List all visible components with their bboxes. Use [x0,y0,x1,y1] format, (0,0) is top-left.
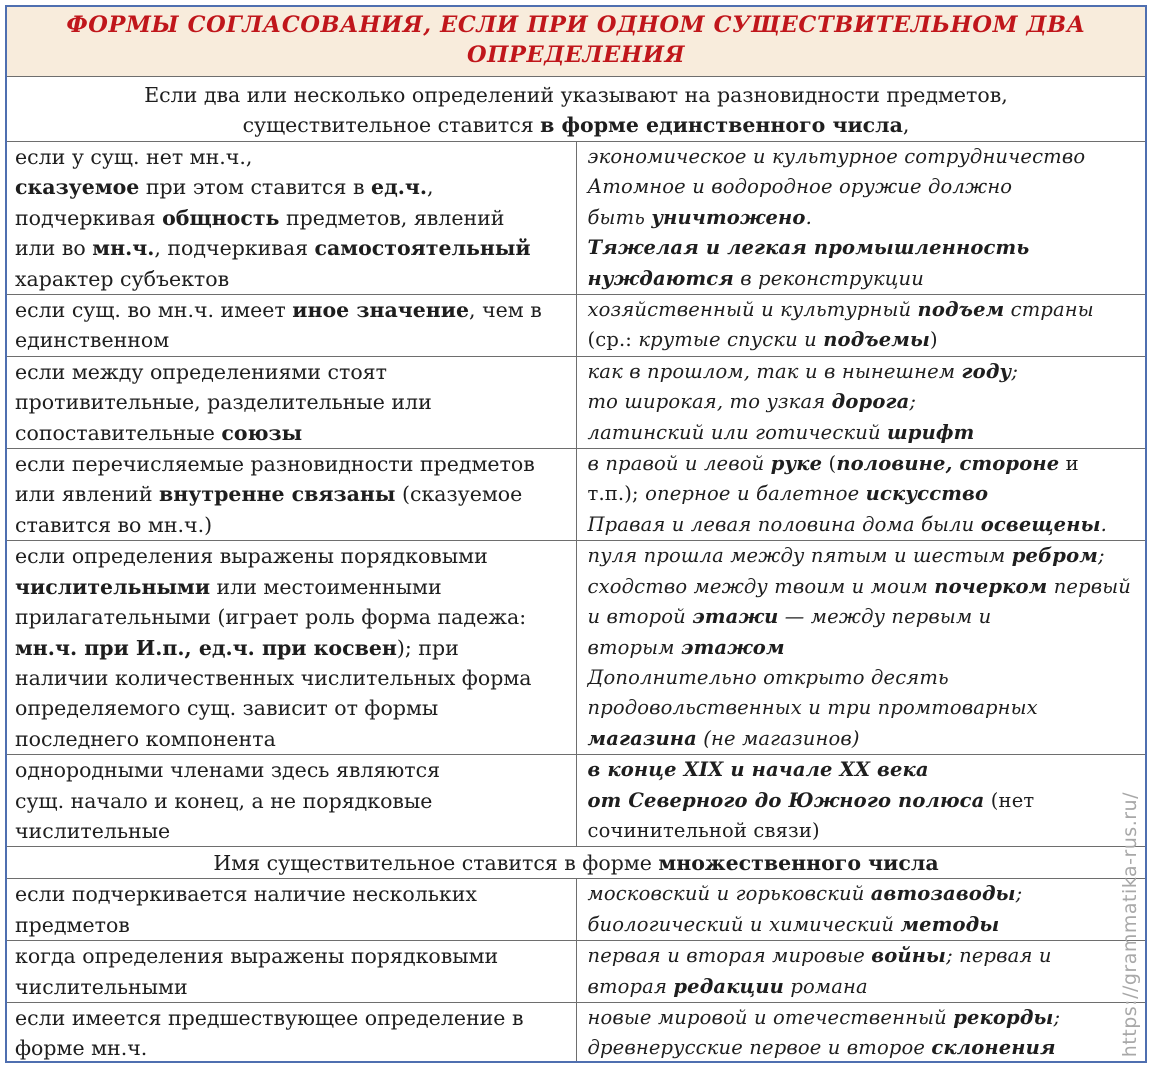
table-row [6,449,1147,541]
rule-cell: если сущ. во мн.ч. имеет иное значение, чем в единственном [6,295,577,357]
grammar-table-frame [5,5,1147,1063]
rule-cell: если определения выражены порядковыми числительными или местоименными прилагательными (играет роль форма падежа: мн.ч. при И.п., ед.ч. при косвен); при наличии количественных числительных форма определяемого сущ. зависит от формы последнего компонента [6,541,577,755]
table-row [6,356,1147,448]
plural-rule: Имя существительное ставится в форме множественного числа [6,847,1147,879]
example-cell: первая и вторая мировые войны; первая и вторая редакции романа [576,941,1147,1003]
table-row [6,755,1147,847]
table-title: ФОРМЫ СОГЛАСОВАНИЯ, ЕСЛИ ПРИ ОДНОМ СУЩЕСТВИТЕЛЬНОМ ДВА ОПРЕДЕЛЕНИЯ [6,6,1147,77]
example-cell: московский и горьковский автозаводы; биологический и химический методы [576,879,1147,941]
rule-cell: однородными членами здесь являются сущ. начало и конец, а не порядковые числительные [6,755,577,847]
rule-cell: если у сущ. нет мн.ч., сказуемое при этом ставится в ед.ч., подчеркивая общность предметов, явлений или во мн.ч., подчеркивая самостоятельный характер субъектов [6,142,577,295]
table-row [6,142,1147,295]
example-cell: пуля прошла между пятым и шестым ребром; сходство между твоим и моим почерком первый и второй этажи — между первым и вторым этажом Дополнительно открыто десять продовольственных и три промтоварных магазина (не магазинов) [576,541,1147,755]
table-row [6,941,1147,1003]
rule-cell: если перечисляемые разновидности предметов или явлений внутренне связаны (сказуемое ставится во мн.ч.) [6,449,577,541]
rule-cell: если подчеркивается наличие нескольких предметов [6,879,577,941]
agreement-forms-table [5,5,1147,1063]
singular-rule: Если два или несколько определений указывают на разновидности предметов, существительное ставится в форме единственного числа, [6,77,1147,142]
rule-cell: если имеется предшествующее определение в форме мн.ч. [6,1002,577,1063]
example-cell: хозяйственный и культурный подъем страны (ср.: крутые спуски и подъемы) [576,295,1147,357]
example-cell: в правой и левой руке (половине, стороне и т.п.); оперное и балетное искусство Правая и левая половина дома были освещены. [576,449,1147,541]
site-watermark: https://grammatika-rus.ru/ [1119,791,1141,1057]
table-row [6,879,1147,941]
table-row [6,541,1147,755]
rule-cell: если между определениями стоят противительные, разделительные или сопоставительные союзы [6,356,577,448]
example-cell: как в прошлом, так и в нынешнем году; то широкая, то узкая дорога; латинский или готический шрифт [576,356,1147,448]
example-cell: экономическое и культурное сотрудничество Атомное и водородное оружие должно быть уничтожено. Тяжелая и легкая промышленность нуждаются в реконструкции [576,142,1147,295]
rule-cell: когда определения выражены порядковыми числительными [6,941,577,1003]
table-row [6,295,1147,357]
table-row [6,1002,1147,1063]
example-cell: новые мировой и отечественный рекорды; древнерусские первое и второе склонения [576,1002,1147,1063]
example-cell: в конце XIX и начале XX века от Северного до Южного полюса (нет сочинительной связи) [576,755,1147,847]
